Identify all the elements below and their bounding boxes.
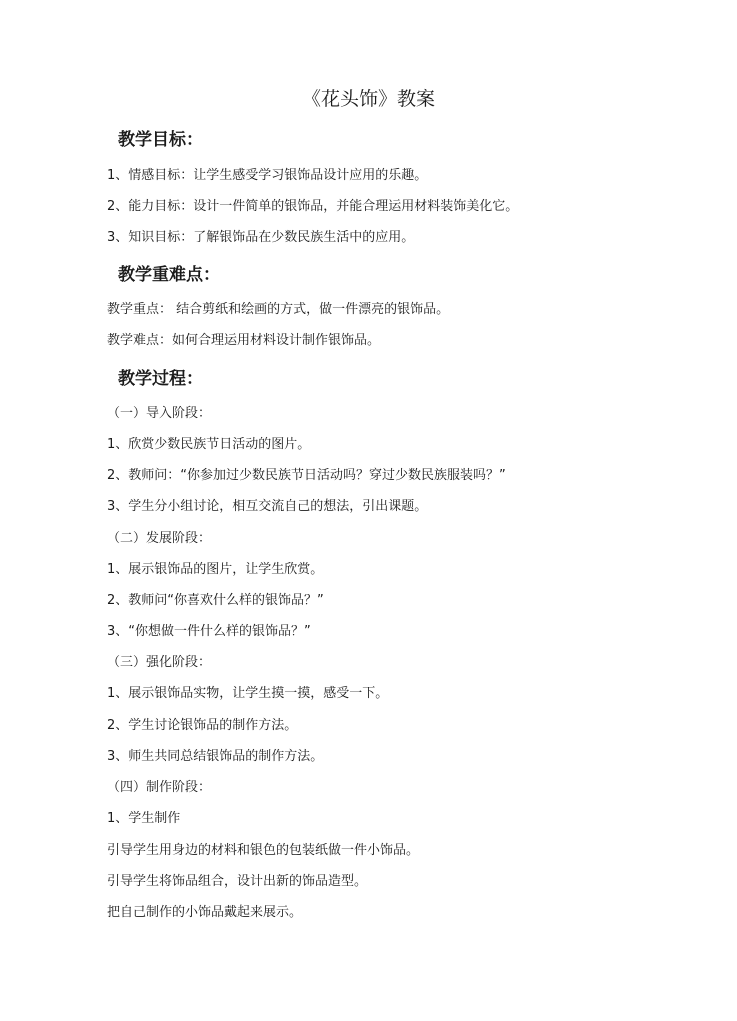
process-line-3: 2、教师问：“你参加过少数民族节日活动吗？穿过少数民族服装吗？” (107, 468, 506, 483)
goal-line-2: 2、能力目标：设计一件简单的银饰品，并能合理运用材料装饰美化它。 (107, 199, 519, 214)
process-line-15: 引导学生用身边的材料和银色的包装纸做一件小饰品。 (107, 843, 420, 858)
process-line-11: 2、学生讨论银饰品的制作方法。 (107, 718, 298, 733)
key-point-line-2: 教学难点：如何合理运用材料设计制作银饰品。 (107, 333, 381, 348)
process-line-2: 1、欣赏少数民族节日活动的图片。 (107, 437, 311, 452)
process-line-7: 2、教师问“你喜欢什么样的银饰品？” (107, 593, 324, 608)
key-point-line-1: 教学重点： 结合剪纸和绘画的方式，做一件漂亮的银饰品。 (107, 302, 450, 317)
process-line-6: 1、展示银饰品的图片，让学生欣赏。 (107, 562, 324, 577)
process-line-16: 引导学生将饰品组合，设计出新的饰品造型。 (107, 874, 368, 889)
process-line-5: （二）发展阶段： (107, 531, 212, 546)
process-line-4: 3、学生分小组讨论，相互交流自己的想法，引出课题。 (107, 499, 428, 514)
process-line-14: 1、学生制作 (107, 811, 181, 826)
process-line-13: （四）制作阶段： (107, 780, 212, 795)
section-heading-goals: 教学目标： (118, 130, 203, 150)
process-line-12: 3、师生共同总结银饰品的制作方法。 (107, 749, 324, 764)
section-heading-process: 教学过程： (118, 369, 203, 389)
process-line-1: （一）导入阶段： (107, 406, 212, 421)
goal-line-3: 3、知识目标：了解银饰品在少数民族生活中的应用。 (107, 230, 415, 245)
process-line-10: 1、展示银饰品实物，让学生摸一摸，感受一下。 (107, 686, 389, 701)
process-line-17: 把自己制作的小饰品戴起来展示。 (107, 905, 303, 920)
process-line-9: （三）强化阶段： (107, 655, 212, 670)
document-title: 《花头饰》教案 (301, 88, 435, 110)
section-heading-key-points: 教学重难点： (118, 265, 220, 285)
goal-line-1: 1、情感目标：让学生感受学习银饰品设计应用的乐趣。 (107, 168, 428, 183)
process-line-8: 3、“你想做一件什么样的银饰品？” (107, 624, 311, 639)
